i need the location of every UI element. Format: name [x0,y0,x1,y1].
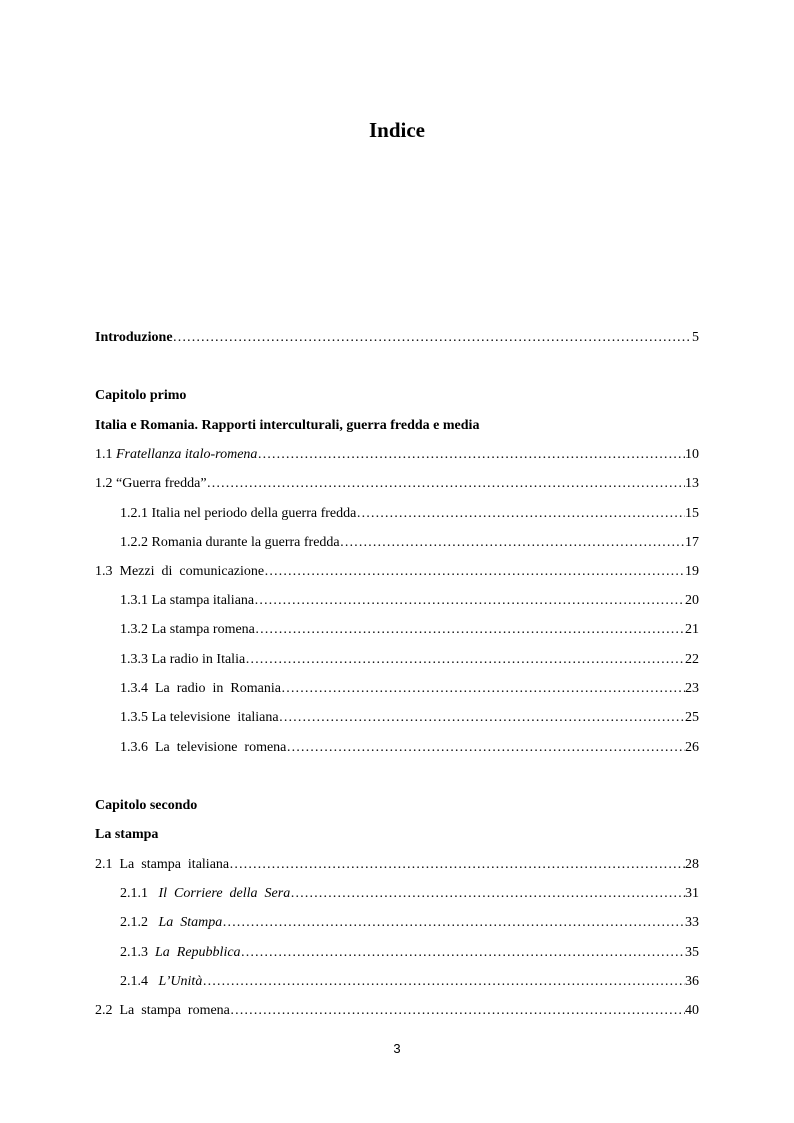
toc-entry-page: 20 [685,593,699,608]
toc-entry-2-1-3[interactable] [120,943,699,963]
toc-entry-number: 2.1 [95,857,120,872]
dot-leader [281,679,685,699]
toc-entry-label: La stampa italiana [151,593,255,608]
toc-entry-number: 1.2.2 [120,535,152,550]
toc-entry-1-2-2[interactable] [120,533,699,553]
toc-entry-number: 1.3.1 [120,593,152,608]
toc-entry-label: La stampa italiana [119,857,230,872]
toc-entry-page: 35 [685,945,699,960]
toc-entry-2-1-2[interactable] [120,913,699,933]
toc-entry-2-1[interactable] [95,855,699,875]
toc-entry-number: 2.1.4 [120,974,159,989]
dot-leader [257,445,685,465]
toc-entry-label: Fratellanza italo-romena [116,447,258,462]
toc-entry-1-2-1[interactable] [120,504,699,524]
dot-leader [245,650,685,670]
toc-entry-label: Romania durante la guerra fredda [151,535,340,550]
toc-entry-number: 1.3 [95,564,120,579]
toc-entry-page: 17 [685,535,699,550]
toc-entry-page: 31 [685,886,699,901]
dot-leader [202,972,685,992]
toc-entry-1-3-5[interactable] [120,708,699,728]
toc-entry-label: La televisione italiana [151,710,279,725]
toc-entry-label: La Repubblica [155,945,241,960]
toc-entry-label: La radio in Italia [151,652,246,667]
toc-entry-2-1-4[interactable] [120,972,699,992]
chapter-2-heading: Capitolo secondo [95,798,198,813]
toc-entry-label: “Guerra fredda” [116,476,207,491]
toc-entry-number: 2.2 [95,1003,120,1018]
dot-leader [241,943,685,963]
toc-entry-number: 1.3.4 [120,681,155,696]
dot-leader [279,708,685,728]
dot-leader [290,884,685,904]
toc-entry-label: L’Unità [158,974,203,989]
toc-entry-introduction[interactable] [95,328,699,348]
toc-entry-page: 19 [685,564,699,579]
toc-entry-number: 1.3.2 [120,622,152,637]
toc-entry-number: 1.2 [95,476,116,491]
toc-entry-label: Introduzione [95,330,173,345]
toc-entry-number: 2.1.3 [120,945,155,960]
dot-leader [229,855,685,875]
toc-entry-label: Il Corriere della Sera [158,886,291,901]
chapter-1-subtitle: Italia e Romania. Rapporti interculturali, guerra fredda e media [95,418,480,433]
toc-entry-1-3-6[interactable] [120,738,699,758]
toc-entry-label: La televisione romena [155,740,287,755]
toc-entry-2-2[interactable] [95,1001,699,1021]
toc-entry-page: 23 [685,681,699,696]
toc-entry-1-3[interactable] [95,562,699,582]
dot-leader [340,533,685,553]
toc-entry-page: 22 [685,652,699,667]
toc-entry-page: 10 [685,447,699,462]
dot-leader [254,591,685,611]
dot-leader [255,620,685,640]
toc-entry-number: 1.2.1 [120,506,152,521]
toc-entry-1-3-3[interactable] [120,650,699,670]
chapter-1-heading: Capitolo primo [95,388,187,403]
toc-entry-page: 15 [685,506,699,521]
toc-entry-page: 26 [685,740,699,755]
toc-entry-label: La radio in Romania [155,681,281,696]
toc-entry-page: 40 [685,1003,699,1018]
toc-entry-2-1-1[interactable] [120,884,699,904]
toc-entry-number: 1.1 [95,447,116,462]
toc-entry-label: La stampa romena [151,622,255,637]
toc-entry-label: La stampa romena [119,1003,230,1018]
toc-entry-number: 2.1.2 [120,915,159,930]
toc-entry-page: 33 [685,915,699,930]
dot-leader [264,562,685,582]
toc-entry-label: La Stampa [158,915,223,930]
toc-entry-page: 28 [685,857,699,872]
toc-entry-1-3-2[interactable] [120,620,699,640]
toc-entry-1-2[interactable] [95,474,699,494]
dot-leader [173,328,692,348]
toc-entry-label: Mezzi di comunicazione [119,564,265,579]
toc-entry-number: 1.3.5 [120,710,152,725]
toc-entry-page: 21 [685,622,699,637]
page-title: Indice [368,118,425,142]
toc-entry-1-3-1[interactable] [120,591,699,611]
toc-entry-number: 1.3.6 [120,740,155,755]
toc-entry-page: 13 [685,476,699,491]
toc-entry-label: Italia nel periodo della guerra fredda [151,506,357,521]
toc-entry-1-1[interactable] [95,445,699,465]
chapter-2-subtitle: La stampa [95,827,159,842]
toc-entry-page: 25 [685,710,699,725]
dot-leader [286,738,685,758]
toc-entry-page: 5 [692,330,699,345]
toc-entry-number: 1.3.3 [120,652,152,667]
dot-leader [207,474,685,494]
dot-leader [222,913,685,933]
toc-entry-number: 2.1.1 [120,886,159,901]
toc-entry-1-3-4[interactable] [120,679,699,699]
dot-leader [230,1001,685,1021]
dot-leader [356,504,685,524]
toc-entry-page: 36 [685,974,699,989]
page-number: 3 [393,1041,401,1056]
